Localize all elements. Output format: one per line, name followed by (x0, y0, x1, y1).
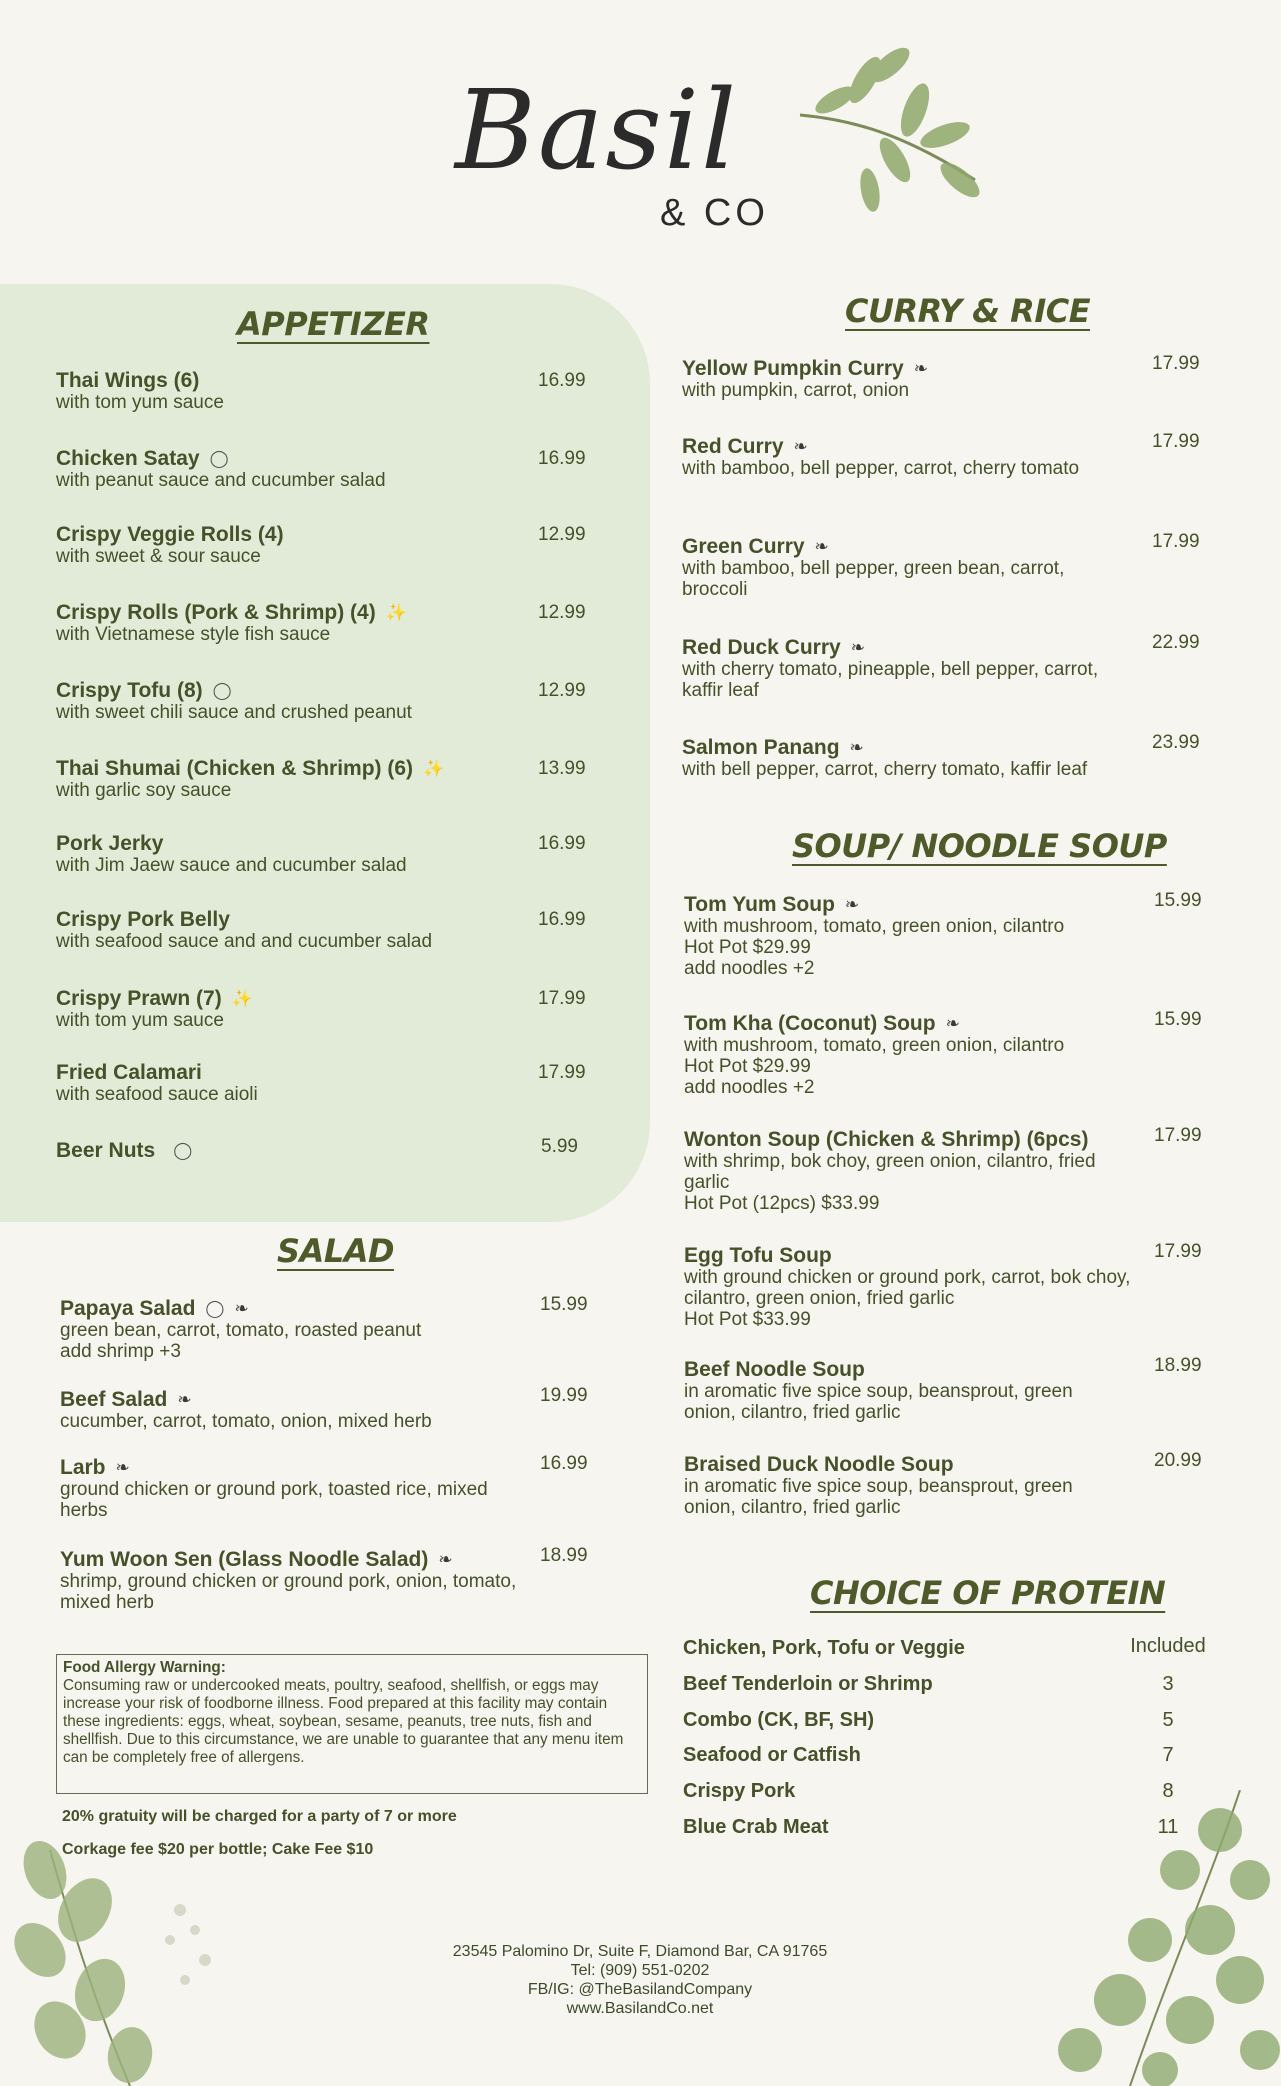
menu-item: Crispy Veggie Rolls (4) with sweet & sour sauce 12.99 (56, 523, 586, 567)
chili-icon: ❧ (793, 437, 808, 456)
leaf-decoration-icon (795, 40, 985, 220)
footer-address: 23545 Palomino Dr, Suite F, Diamond Bar, CA 91765 (452, 1943, 828, 1960)
menu-item: Red Curry ❧ with bamboo, bell pepper, carrot, cherry tomato 17.99 (682, 431, 1200, 479)
menu-item: Beef Salad ❧ cucumber, carrot, tomato, onion, mixed herb 19.99 (60, 1385, 588, 1432)
footer-contact (380, 1942, 900, 2018)
corkage-note: Corkage fee $20 per bottle; Cake Fee $10 (62, 1841, 374, 1858)
chili-icon: ❧ (177, 1390, 192, 1409)
menu-item: Red Duck Curry ❧ with cherry tomato, pineapple, bell pepper, carrot, kaffir leaf 22.99 (682, 632, 1200, 701)
shrimp-icon: ✨ (385, 603, 407, 622)
menu-item: Crispy Tofu (8) ◯ with sweet chili sauce and crushed peanut 12.99 (56, 679, 586, 723)
menu-item: Crispy Pork Belly with seafood sauce and and cucumber salad 16.99 (56, 908, 586, 952)
peanut-icon: ◯ (205, 1299, 225, 1318)
peanut-icon: ◯ (173, 1141, 193, 1160)
menu-item: Chicken Satay ◯ with peanut sauce and cucumber salad 16.99 (56, 447, 586, 491)
menu-item: Beer Nuts ◯ 5.99 (56, 1136, 578, 1162)
chili-icon: ❧ (814, 537, 829, 556)
menu-item: Wonton Soup (Chicken & Shrimp) (6pcs) with shrimp, bok choy, green onion, cilantro, fried garlic Hot Pot (12pcs) $33.99 17.99 (684, 1125, 1202, 1214)
gratuity-note: 20% gratuity will be charged for a party of 7 or more (62, 1808, 457, 1825)
menu-item: Fried Calamari with seafood sauce aioli 17.99 (56, 1061, 586, 1105)
brand-logo: Basil (455, 66, 739, 194)
menu-item: Yellow Pumpkin Curry ❧ with pumpkin, carrot, onion 17.99 (682, 353, 1200, 401)
menu-item: Crispy Prawn (7) ✨ with tom yum sauce 17.99 (56, 987, 586, 1031)
shrimp-icon: ✨ (423, 759, 445, 778)
menu-item: Thai Shumai (Chicken & Shrimp) (6) ✨ with garlic soy sauce 13.99 (56, 757, 586, 801)
section-title-appetizer: APPETIZER (237, 305, 430, 343)
protein-row: Seafood or Catfish 7 (683, 1744, 1174, 1766)
section-title-protein: CHOICE OF PROTEIN (810, 1574, 1166, 1612)
menu-item: Yum Woon Sen (Glass Noodle Salad) ❧ shrimp, ground chicken or ground pork, onion, tomato, mixed herb 18.99 (60, 1545, 588, 1613)
protein-row: Chicken, Pork, Tofu or Veggie Included (683, 1635, 1206, 1659)
menu-item: Green Curry ❧ with bamboo, bell pepper, green bean, carrot, broccoli 17.99 (682, 531, 1200, 600)
menu-item: Thai Wings (6) with tom yum sauce 16.99 (56, 369, 586, 413)
footer-website[interactable]: www.BasilandCo.net (566, 2000, 714, 2017)
menu-item: Papaya Salad ◯ ❧ green bean, carrot, tomato, roasted peanut add shrimp +3 15.99 (60, 1294, 588, 1362)
menu-item: Tom Yum Soup ❧ with mushroom, tomato, green onion, cilantro Hot Pot $29.99 add noodles +2 15.99 (684, 890, 1202, 979)
peanut-icon: ◯ (209, 449, 229, 468)
section-title-soup: SOUP/ NOODLE SOUP (792, 827, 1167, 865)
shrimp-icon: ✨ (231, 989, 253, 1008)
chili-icon: ❧ (849, 738, 864, 757)
footer-social: FB/IG: @TheBasilandCompany (527, 1981, 753, 1998)
chili-icon: ❧ (115, 1458, 130, 1477)
chili-icon: ❧ (438, 1550, 453, 1569)
chili-icon: ❧ (913, 359, 928, 378)
menu-item: Egg Tofu Soup with ground chicken or ground pork, carrot, bok choy, cilantro, green onion, fried garlic Hot Pot $33.99 17.99 (684, 1241, 1202, 1330)
brand-sub: & CO (660, 192, 769, 234)
menu-item: Crispy Rolls (Pork & Shrimp) (4) ✨ with Vietnamese style fish sauce 12.99 (56, 601, 586, 645)
menu-item: Pork Jerky with Jim Jaew sauce and cucumber salad 16.99 (56, 832, 586, 876)
footer-phone: Tel: (909) 551-0202 (570, 1962, 710, 1979)
menu-item: Larb ❧ ground chicken or ground pork, toasted rice, mixed herbs 16.99 (60, 1453, 588, 1521)
protein-row: Beef Tenderloin or Shrimp 3 (683, 1673, 1174, 1695)
chili-icon: ❧ (945, 1014, 960, 1033)
chili-icon: ❧ (234, 1299, 249, 1318)
protein-row: Crispy Pork 8 (683, 1780, 1174, 1802)
chili-icon: ❧ (850, 638, 865, 657)
protein-row: Combo (CK, BF, SH) 5 (683, 1709, 1174, 1731)
allergy-warning: Food Allergy Warning: Consuming raw or undercooked meats, poultry, seafood, shellfish, or eggs may increase your risk of foodborne illness. Food prepared at this facility may contain these ingredients: eggs, wheat, soybean, sesame, peanuts, tree nuts, fish and shellfish. Due to this circumstance, we are unable to guarantee that any menu item can be completely free of allergens. (56, 1654, 648, 1794)
chili-icon: ❧ (844, 895, 860, 914)
leaf-decoration-icon (10, 1840, 260, 2086)
peanut-icon: ◯ (212, 681, 232, 700)
menu-item: Tom Kha (Coconut) Soup ❧ with mushroom, tomato, green onion, cilantro Hot Pot $29.99 add noodles +2 15.99 (684, 1009, 1202, 1098)
protein-row: Blue Crab Meat 11 (683, 1816, 1179, 1838)
menu-item: Salmon Panang ❧ with bell pepper, carrot, cherry tomato, kaffir leaf 23.99 (682, 732, 1200, 780)
section-title-salad: SALAD (277, 1232, 395, 1270)
menu-item: Beef Noodle Soup in aromatic five spice soup, beansprout, green onion, cilantro, fried garlic 18.99 (684, 1355, 1202, 1423)
menu-item: Braised Duck Noodle Soup in aromatic five spice soup, beansprout, green onion, cilantro, fried garlic 20.99 (684, 1450, 1202, 1518)
section-title-curry: CURRY & RICE (845, 292, 1091, 330)
